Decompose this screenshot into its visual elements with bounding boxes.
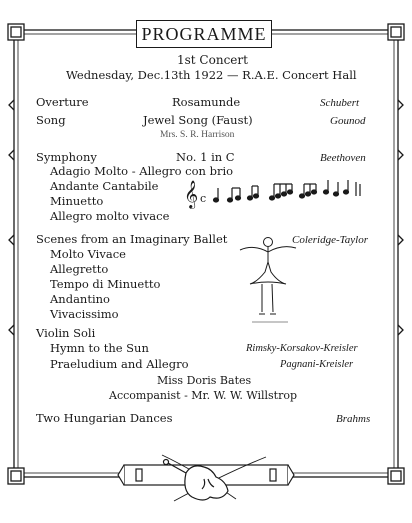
title-box	[136, 20, 272, 48]
svg-text:𝄞: 𝄞	[184, 180, 199, 208]
ballet-label: Scenes from an Imaginary Ballet	[36, 232, 228, 246]
ballet-movement: Andantino	[50, 292, 110, 306]
symphony-movement: Allegro molto vivace	[50, 209, 170, 223]
date-line: Wednesday, Dec.13th 1922 — R.A.E. Concert Hall	[66, 68, 357, 82]
music-notes-illustration	[184, 176, 374, 212]
ballet-movement: Vivacissimo	[50, 307, 119, 321]
ballet-movement: Tempo di Minuetto	[50, 277, 161, 291]
symphony-composer: Beethoven	[320, 152, 366, 164]
song-composer: Gounod	[330, 115, 366, 127]
symphony-movement: Minuetto	[50, 194, 104, 208]
accompanist: Accompanist - Mr. W. W. Willstrop	[109, 389, 298, 402]
violin-work: Praeludium and Allegro	[50, 357, 189, 371]
song-label: Song	[36, 113, 66, 127]
symphony-label: Symphony	[36, 150, 97, 164]
svg-text:c: c	[200, 192, 207, 205]
symphony-work: No. 1 in C	[176, 150, 235, 164]
overture-composer: Schubert	[320, 97, 360, 109]
ballet-movement: Allegretto	[50, 262, 109, 276]
violin-work: Hymn to the Sun	[50, 341, 149, 355]
dances-composer: Brahms	[336, 413, 371, 425]
dances-label: Two Hungarian Dances	[36, 411, 173, 425]
overture-work: Rosamunde	[172, 95, 241, 109]
song-performer: Mrs. S. R. Harrison	[160, 130, 235, 140]
violin-emblem	[116, 451, 296, 507]
ballet-movement: Molto Vivace	[50, 247, 126, 261]
violin-performer: Miss Doris Bates	[157, 374, 252, 387]
concert-number: 1st Concert	[177, 53, 248, 67]
violin-composer: Rimsky-Korsakov-Kreisler	[246, 343, 358, 354]
ballerina-illustration	[232, 232, 312, 327]
ballet-composer: Coleridge-Taylor	[292, 234, 368, 246]
page-title: PROGRAMME	[141, 23, 267, 44]
overture-label: Overture	[36, 95, 89, 109]
violin-composer: Pagnani-Kreisler	[280, 359, 354, 370]
violin-label: Violin Soli	[36, 326, 96, 340]
symphony-movement: Andante Cantabile	[50, 179, 159, 193]
song-work: Jewel Song (Faust)	[143, 113, 253, 127]
symphony-movement: Adagio Molto - Allegro con brio	[50, 164, 234, 178]
